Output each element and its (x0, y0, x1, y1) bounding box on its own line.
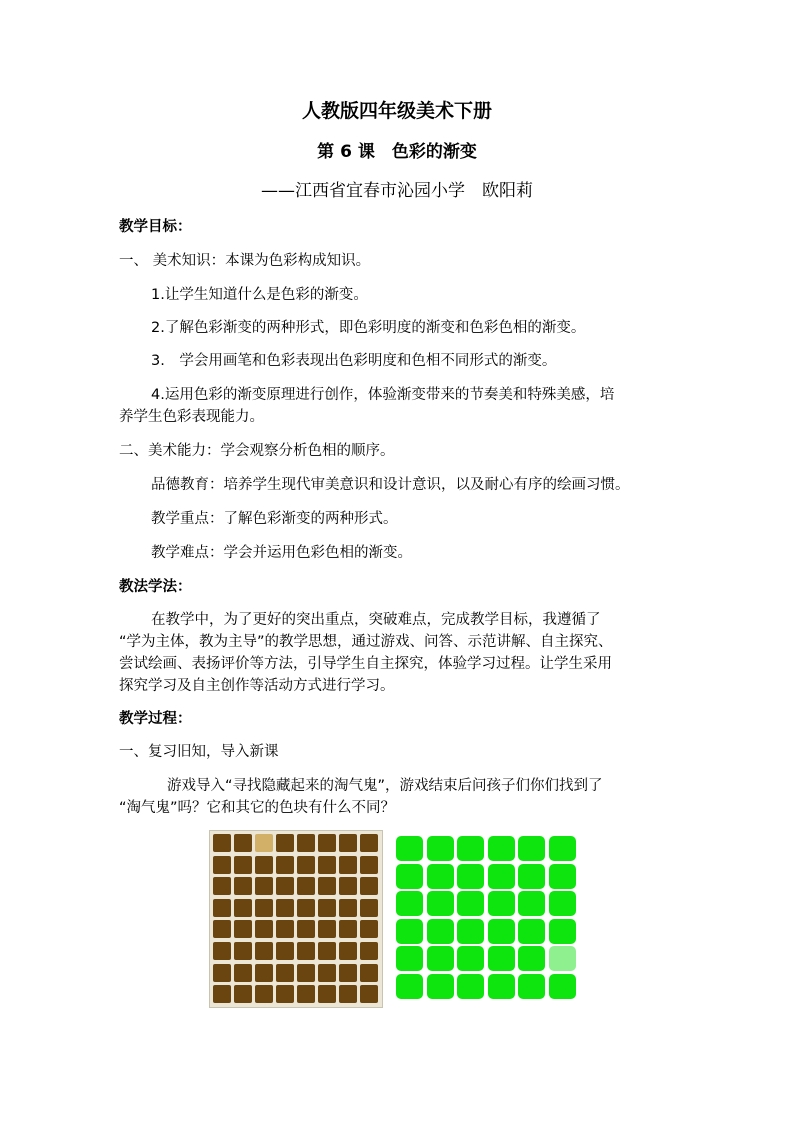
color-tile (234, 856, 252, 874)
color-tile (276, 899, 294, 917)
goal-1-item: 2.了解色彩渐变的两种形式，即色彩明度的渐变和色彩色相的渐变。 (151, 320, 586, 336)
color-tile (234, 942, 252, 960)
color-tile (297, 964, 315, 982)
odd-tile (549, 946, 576, 971)
difficulty: 教学难点：学会并运用色彩色相的渐变。 (151, 545, 412, 561)
color-tile (549, 864, 576, 889)
methods-line: 探究学习及自主创作等活动方式进行学习。 (119, 678, 395, 694)
color-tile (276, 834, 294, 852)
color-tile (234, 834, 252, 852)
color-tile (339, 834, 357, 852)
color-tile (213, 985, 231, 1003)
color-tile (234, 964, 252, 982)
goal-1-item: 养学生色彩表现能力。 (119, 409, 264, 425)
game-line: “淘气鬼”吗？它和其它的色块有什么不同？ (119, 800, 396, 816)
color-tile (339, 920, 357, 938)
color-tile (427, 864, 454, 889)
goal-2: 二、美术能力：学会观察分析色相的顺序。 (119, 443, 395, 459)
color-tile (213, 920, 231, 938)
color-tile (457, 891, 484, 916)
color-tile (457, 919, 484, 944)
color-tile (339, 856, 357, 874)
methods-heading: 教法学法： (119, 579, 192, 595)
color-tile (297, 920, 315, 938)
color-tile (234, 899, 252, 917)
color-tile (360, 877, 378, 895)
color-tile (255, 964, 273, 982)
color-tile (549, 974, 576, 999)
color-tile (360, 964, 378, 982)
color-tile (488, 836, 515, 861)
color-tile (213, 877, 231, 895)
color-tile (297, 856, 315, 874)
color-tile (396, 891, 423, 916)
color-tile (276, 856, 294, 874)
green-color-puzzle (393, 834, 581, 1002)
color-tile (234, 920, 252, 938)
color-tile (318, 942, 336, 960)
game-line: 游戏导入“寻找隐藏起来的淘气鬼”，游戏结束后问孩子们你们找到了 (167, 778, 603, 794)
color-tile (396, 946, 423, 971)
moral-education: 品德教育：培养学生现代审美意识和设计意识，以及耐心有序的绘画习惯。 (151, 477, 630, 493)
color-tile (339, 985, 357, 1003)
color-tile (297, 985, 315, 1003)
color-tile (276, 877, 294, 895)
color-tile (339, 899, 357, 917)
color-tile (276, 985, 294, 1003)
color-tile (396, 919, 423, 944)
color-tile (213, 899, 231, 917)
color-tile (518, 946, 545, 971)
color-tile (255, 985, 273, 1003)
color-tile (276, 942, 294, 960)
color-tile (457, 974, 484, 999)
lesson-title: 第 6 课 色彩的渐变 (317, 142, 477, 162)
color-tile (396, 836, 423, 861)
color-tile (518, 974, 545, 999)
color-tile (297, 942, 315, 960)
author-line: ——江西省宜春市沁园小学 欧阳莉 (261, 181, 533, 201)
color-tile (549, 836, 576, 861)
color-tile (339, 942, 357, 960)
color-tile (360, 856, 378, 874)
key-point: 教学重点：了解色彩渐变的两种形式。 (151, 511, 398, 527)
color-tile (518, 891, 545, 916)
color-tile (318, 920, 336, 938)
color-tile (427, 974, 454, 999)
color-tile (318, 985, 336, 1003)
color-tile (427, 919, 454, 944)
color-tile (488, 974, 515, 999)
color-tile (318, 834, 336, 852)
color-tile (518, 864, 545, 889)
color-tile (488, 864, 515, 889)
color-tile (255, 942, 273, 960)
color-tile (396, 864, 423, 889)
process-heading: 教学过程： (119, 711, 192, 727)
color-tile (360, 834, 378, 852)
color-tile (488, 946, 515, 971)
color-tile (518, 919, 545, 944)
color-tile (427, 946, 454, 971)
color-tile (427, 836, 454, 861)
methods-line: 在教学中，为了更好的突出重点，突破难点，完成教学目标，我遵循了 (151, 612, 601, 628)
color-tile (518, 836, 545, 861)
color-tile (360, 985, 378, 1003)
color-tile (255, 920, 273, 938)
odd-tile (255, 834, 273, 852)
color-tile (213, 834, 231, 852)
goal-1-item: 1.让学生知道什么是色彩的渐变。 (151, 287, 368, 303)
color-tile (276, 920, 294, 938)
color-tile (488, 919, 515, 944)
color-tile (297, 899, 315, 917)
color-tile (549, 891, 576, 916)
color-tile (276, 964, 294, 982)
color-tile (488, 891, 515, 916)
color-tile (427, 891, 454, 916)
goal-1: 一、 美术知识：本课为色彩构成知识。 (119, 253, 371, 269)
color-tile (457, 864, 484, 889)
color-tile (213, 856, 231, 874)
color-tile (213, 964, 231, 982)
methods-line: “学为主体，教为主导”的教学思想，通过游戏、问答、示范讲解、自主探究、 (119, 634, 613, 650)
color-tile (457, 836, 484, 861)
color-tile (255, 856, 273, 874)
process-step-1: 一、复习旧知，导入新课 (119, 744, 279, 760)
goals-heading: 教学目标： (119, 219, 192, 235)
color-tile (396, 974, 423, 999)
color-tile (360, 920, 378, 938)
color-tile (297, 834, 315, 852)
goal-1-item: 4.运用色彩的渐变原理进行创作，体验渐变带来的节奏美和特殊美感，培 (151, 387, 615, 403)
color-tile (297, 877, 315, 895)
color-tile (234, 985, 252, 1003)
doc-title: 人教版四年级美术下册 (301, 100, 492, 122)
color-tile (318, 899, 336, 917)
color-tile (549, 919, 576, 944)
goal-1-item: 3. 学会用画笔和色彩表现出色彩明度和色相不同形式的渐变。 (151, 353, 557, 369)
methods-line: 尝试绘画、表扬评价等方法，引导学生自主探究，体验学习过程。让学生采用 (119, 656, 612, 672)
color-tile (457, 946, 484, 971)
color-tile (360, 942, 378, 960)
color-tile (318, 856, 336, 874)
color-tile (339, 877, 357, 895)
color-tile (318, 964, 336, 982)
color-tile (318, 877, 336, 895)
color-tile (255, 899, 273, 917)
color-tile (213, 942, 231, 960)
color-tile (339, 964, 357, 982)
color-tile (234, 877, 252, 895)
color-tile (360, 899, 378, 917)
brown-color-puzzle (209, 830, 383, 1008)
color-tile (255, 877, 273, 895)
